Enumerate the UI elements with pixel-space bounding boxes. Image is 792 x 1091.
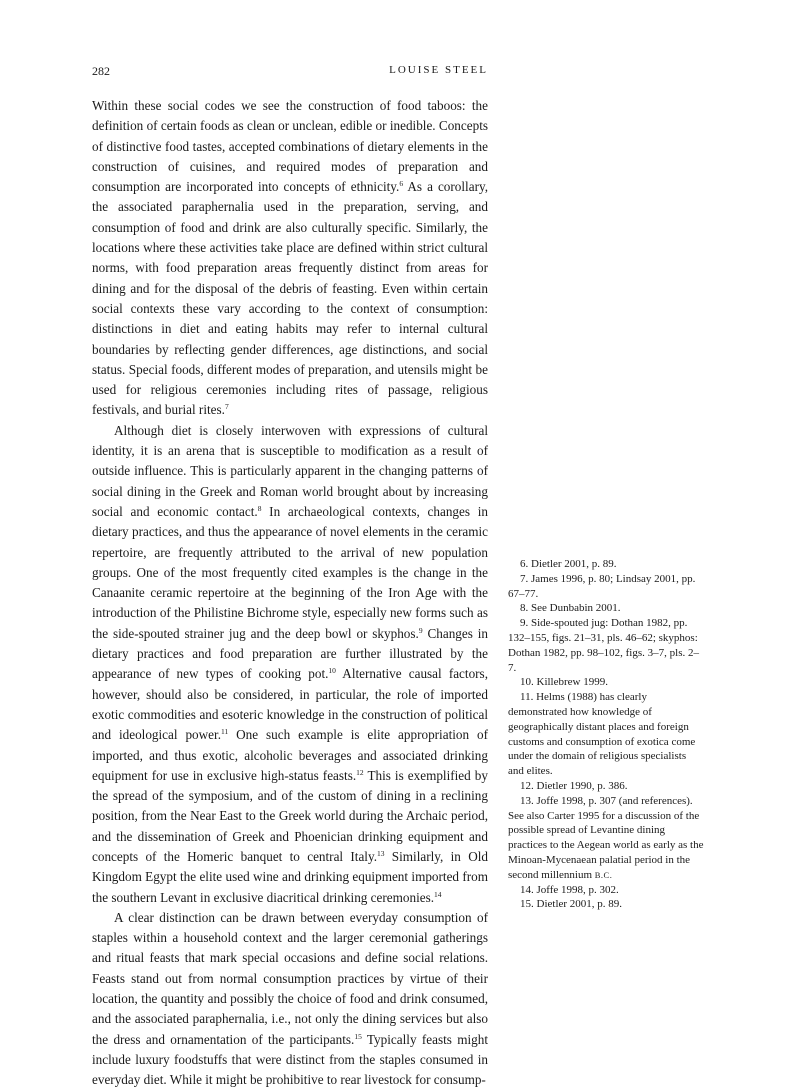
paragraph [92,96,488,421]
text-run: 10. Killebrew 1999. [520,676,608,689]
text-run: Similarly, in Old Kingdom Egypt the elite used wine and drinking equipment imported from the southern Levant in exclusive diacritical drinking ceremonies. [92,848,488,905]
footnote [508,883,704,898]
small-caps-text: B.C. [594,869,613,880]
footnote-ref: 9 [418,625,423,635]
text-run: A clear distinction can be drawn between everyday consumption of staples within a household context and the larger ceremonial gatherings and ritual feasts that mark special occasions and define social relations. Feasts stand out from normal consumption practices by virtue of their location, the quantity and possibly the choice of food and drink consumed, and the associated paraphernalia, i.e., not only the dining services but also the dress and ornamentation of the participants. [92,909,488,1047]
text-run: In archaeological contexts, changes in dietary practices, and thus the appearance of novel elements in the ceramic repertoire, are frequently attributed to the arrival of new population groups. One of the most frequently cited examples is the change in the Canaanite ceramic repertoire at the beginning of the Iron Age with the introduction of the Philistine Bichrome style, especially new forms such as the side-spouted strainer jug and the deep bowl or skyphos. [92,503,489,641]
footnote-ref: 7 [224,402,229,412]
text-run: Alternative causal factors, however, should also be considered, in particular, the role of imported exotic commodities and esoteric knowledge in the construction of political and ideological power. [92,666,488,743]
footnote-ref: 8 [257,503,262,513]
text-run: Within these social codes we see the construction of food taboos: the definition of certain foods as clean or unclean, edible or inedible. Concepts of distinctive food tastes, accepted combinations of dietary elements in the construction of cuisines, and required modes of preparation and consumption are incorporated into concepts of ethnicity. [92,98,488,195]
page-number: 282 [92,64,110,78]
footnote-ref: 14 [434,889,442,899]
text-run: One such example is elite appropriation of imported, and thus exotic, alcoholic beverages and associated drinking equipment for use in exclusive high-status feasts. [92,727,488,783]
footnote [508,675,704,690]
text-run: Although diet is closely interwoven with expressions of cultural identity, it is an arena that is susceptible to modification as a result of outside influence. This is particularly apparent in the changing patterns of social dining in the Greek and Roman world brought about by increasing social and economic contact. [92,422,488,519]
footnote-ref: 11 [221,727,229,737]
text-run: 7. James 1996, p. 80; Lindsay 2001, pp. 67–77. [508,572,696,600]
footnote [508,557,704,572]
footnote [508,690,704,779]
text-run: Typically feasts might include luxury foodstuffs that were distinct from the staples consumed in everyday diet. While it might be prohibitive to rear livestock for consump- [92,1031,488,1088]
running-head: LOUISE STEEL [389,64,488,76]
footnote-ref: 10 [328,666,336,676]
text-run: 6. Dietler 2001, p. 89. [520,558,617,570]
page-header [92,64,488,80]
footnotes [508,557,704,912]
text-run: 9. Side-spouted jug: Dothan 1982, pp. 132–155, figs. 21–31, pls. 46–62; skyphos: Dothan 1982, pp. 98–102, figs. 3–7, pls. 2–7. [508,617,699,674]
footnote-ref: 6 [399,179,404,189]
text-run: 8. See Dunbabin 2001. [520,602,621,615]
text-run: Changes in dietary practices and food preparation are further illustrated by the appearance of new types of cooking pot. [92,625,488,682]
paragraph [92,908,488,1091]
text-run: As a corollary, the associated paraphernalia used in the preparation, serving, and consumption of food and drink are also culturally specific. Similarly, the locations where these activities take place are defined within strict cultural norms, with food preparation areas frequently distinct from areas for dining and for the disposal of the debris of feasting. Even within certain social contexts these vary according to the context of consumption: distinctions in diet and eating habits may refer to internal cultural boundaries by reflecting gender differences, age distinctions, and social status. Special foods, different modes of preparation, and utensils might be used for religious ceremonies including rites of passage, religious festivals, and burial rites. [92,179,488,418]
footnote-ref: 12 [356,767,364,777]
footnote [508,779,704,794]
body-text [92,96,488,1091]
text-run: 13. Joffe 1998, p. 307 (and references). See also Carter 1995 for a discussion of the possible spread of Levantine dining practices to the Aegean world as early as the Minoan-Mycenaean palatial period in the second millennium [508,794,704,881]
footnote [508,897,704,912]
text-run: 11. Helms (1988) has clearly demonstrated how knowledge of geographically distant places and foreign customs and consumption of exotica come under the domain of religious specialists and elites. [508,691,696,778]
footnote [508,572,704,602]
paragraph [92,421,488,908]
footnote [508,794,704,883]
footnote [508,601,704,616]
text-run: 14. Joffe 1998, p. 302. [520,883,619,896]
footnote-ref: 13 [377,848,385,858]
text-run: This is exemplified by the spread of the symposium, and of the custom of dining in a reclining position, from the Near East to the Greek world during the Archaic period, and the dissemination of Greek and Phoenician drinking equipment and concepts of the Homeric banquet to central Italy. [92,767,488,864]
text-run: 15. Dietler 2001, p. 89. [520,898,623,911]
footnote [508,616,704,675]
footnote-ref: 15 [354,1031,362,1041]
text-run: 12. Dietler 1990, p. 386. [520,779,628,792]
